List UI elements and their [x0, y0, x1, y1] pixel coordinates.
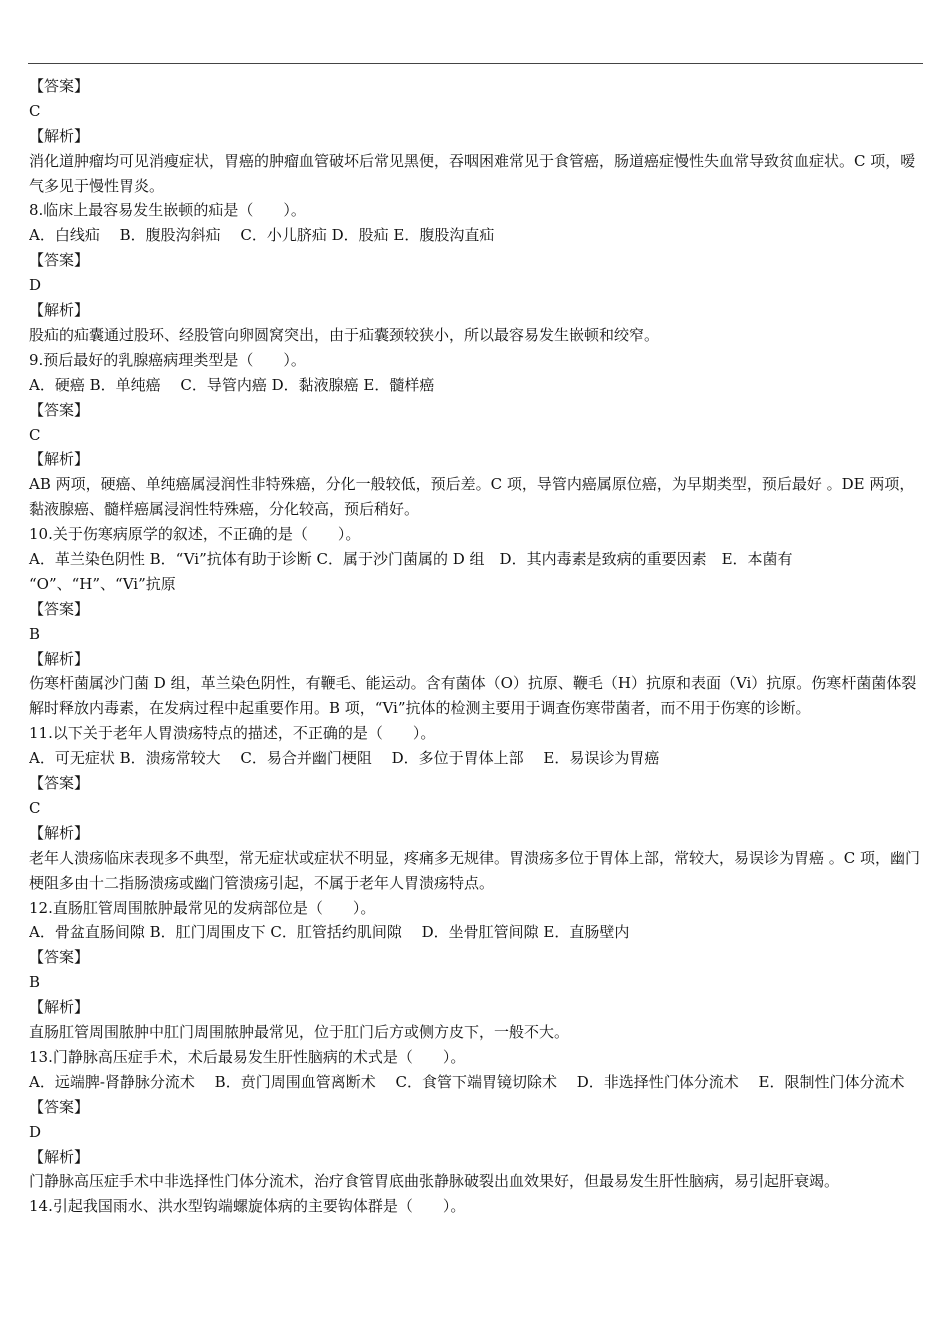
answer-label: 【答案】: [29, 400, 90, 419]
question-8: 8.临床上最容易发生嵌顿的疝是（ ）。: [29, 201, 306, 220]
options-12: A．骨盆直肠间隙 B．肛门周围皮下 C．肛管括约肌间隙 D．坐骨肛管间隙 E．直肠壁内: [29, 923, 630, 942]
answer-label: 【答案】: [29, 1097, 90, 1116]
analysis-text: 伤寒杆菌属沙门菌 D 组，革兰染色阴性，有鞭毛、能运动。含有菌体（O）抗原、鞭毛（H）抗原和表面（Vi）抗原。伤寒杆菌菌体裂解时释放内毒素，在发病过程中起重要作用。B 项，“Vi”抗体的检测主要用于调查伤寒带菌者，而不用于伤寒的诊断。: [29, 674, 917, 718]
header-rule: [28, 63, 923, 64]
options-8: A．白线疝 B．腹股沟斜疝 C．小儿脐疝 D．股疝 E．腹股沟直疝: [29, 226, 495, 245]
analysis-label: 【解析】: [29, 450, 90, 469]
analysis-label: 【解析】: [29, 998, 90, 1017]
answer-value: C: [29, 798, 41, 817]
question-10: 10.关于伤寒病原学的叙述，不正确的是（ ）。: [29, 525, 361, 544]
answer-value: B: [29, 973, 41, 992]
analysis-label: 【解析】: [29, 126, 90, 145]
options-10: A．革兰染色阴性 B．“Vi”抗体有助于诊断 C．属于沙门菌属的 D 组 D．其内毒素是致病的重要因素 E．本菌有 “O”、“H”、“Vi”抗原: [29, 550, 793, 593]
question-12: 12.直肠肛管周围脓肿最常见的发病部位是（ ）。: [29, 898, 376, 917]
answer-value: D: [29, 1122, 42, 1141]
analysis-text: 门静脉高压症手术中非选择性门体分流术，治疗食管胃底曲张静脉破裂出血效果好，但最易发生肝性脑病，易引起肝衰竭。: [29, 1172, 840, 1191]
answer-label: 【答案】: [29, 251, 90, 270]
answer-label: 【答案】: [29, 77, 90, 95]
answer-label: 【答案】: [29, 774, 90, 793]
options-13: A．远端脾-肾静脉分流术 B．贲门周围血管离断术 C．食管下端胃镜切除术 D．非选择性门体分流术 E．限制性门体分流术: [29, 1072, 905, 1091]
analysis-label: 【解析】: [29, 301, 90, 320]
analysis-label: 【解析】: [29, 823, 90, 842]
question-14: 14.引起我国雨水、洪水型钩端螺旋体病的主要钩体群是（ ）。: [29, 1197, 466, 1216]
answer-value: C: [29, 101, 41, 120]
options-11: A．可无症状 B．溃疡常较大 C．易合并幽门梗阻 D．多位于胃体上部 E．易误诊为胃癌: [29, 749, 660, 768]
question-11: 11.以下关于老年人胃溃疡特点的描述，不正确的是（ ）。: [29, 724, 436, 743]
analysis-label: 【解析】: [29, 649, 90, 668]
options-9: A．硬癌 B．单纯癌 C．导管内癌 D．黏液腺癌 E．髓样癌: [29, 375, 435, 394]
analysis-text: 老年人溃疡临床表现多不典型，常无症状或症状不明显，疼痛多无规律。胃溃疡多位于胃体上部，常较大，易误诊为胃癌 。C 项，幽门梗阻多由十二指肠溃疡或幽门管溃疡引起，不属于老年人胃溃疡特点。: [29, 848, 921, 892]
answer-value: B: [29, 624, 41, 643]
question-13: 13.门静脉高压症手术，术后最易发生肝性脑病的术式是（ ）。: [29, 1047, 466, 1066]
answer-label: 【答案】: [29, 599, 90, 618]
answer-label: 【答案】: [29, 948, 90, 967]
analysis-text: 消化道肿瘤均可见消瘦症状，胃癌的肿瘤血管破坏后常见黑便，吞咽困难常见于食管癌，肠道癌症慢性失血常导致贫血症状。C 项，嗳气多见于慢性胃炎。: [29, 151, 916, 195]
document-content: [29, 74, 924, 1219]
analysis-text: AB 两项，硬癌、单纯癌属浸润性非特殊癌，分化一般较低，预后差。C 项，导管内癌属原位癌，为早期类型，预后最好 。DE 两项，黏液腺癌、髓样癌属浸润性特殊癌，分化较高，预后稍好。: [29, 475, 915, 519]
analysis-text: 股疝的疝囊通过股环、经股管向卵圆窝突出，由于疝囊颈较狭小，所以最容易发生嵌顿和绞窄。: [29, 325, 660, 344]
answer-value: D: [29, 276, 42, 295]
answer-value: C: [29, 425, 41, 444]
analysis-label: 【解析】: [29, 1147, 90, 1166]
question-9: 9.预后最好的乳腺癌病理类型是（ ）。: [29, 350, 306, 369]
analysis-text: 直肠肛管周围脓肿中肛门周围脓肿最常见，位于肛门后方或侧方皮下，一般不大。: [29, 1023, 570, 1042]
